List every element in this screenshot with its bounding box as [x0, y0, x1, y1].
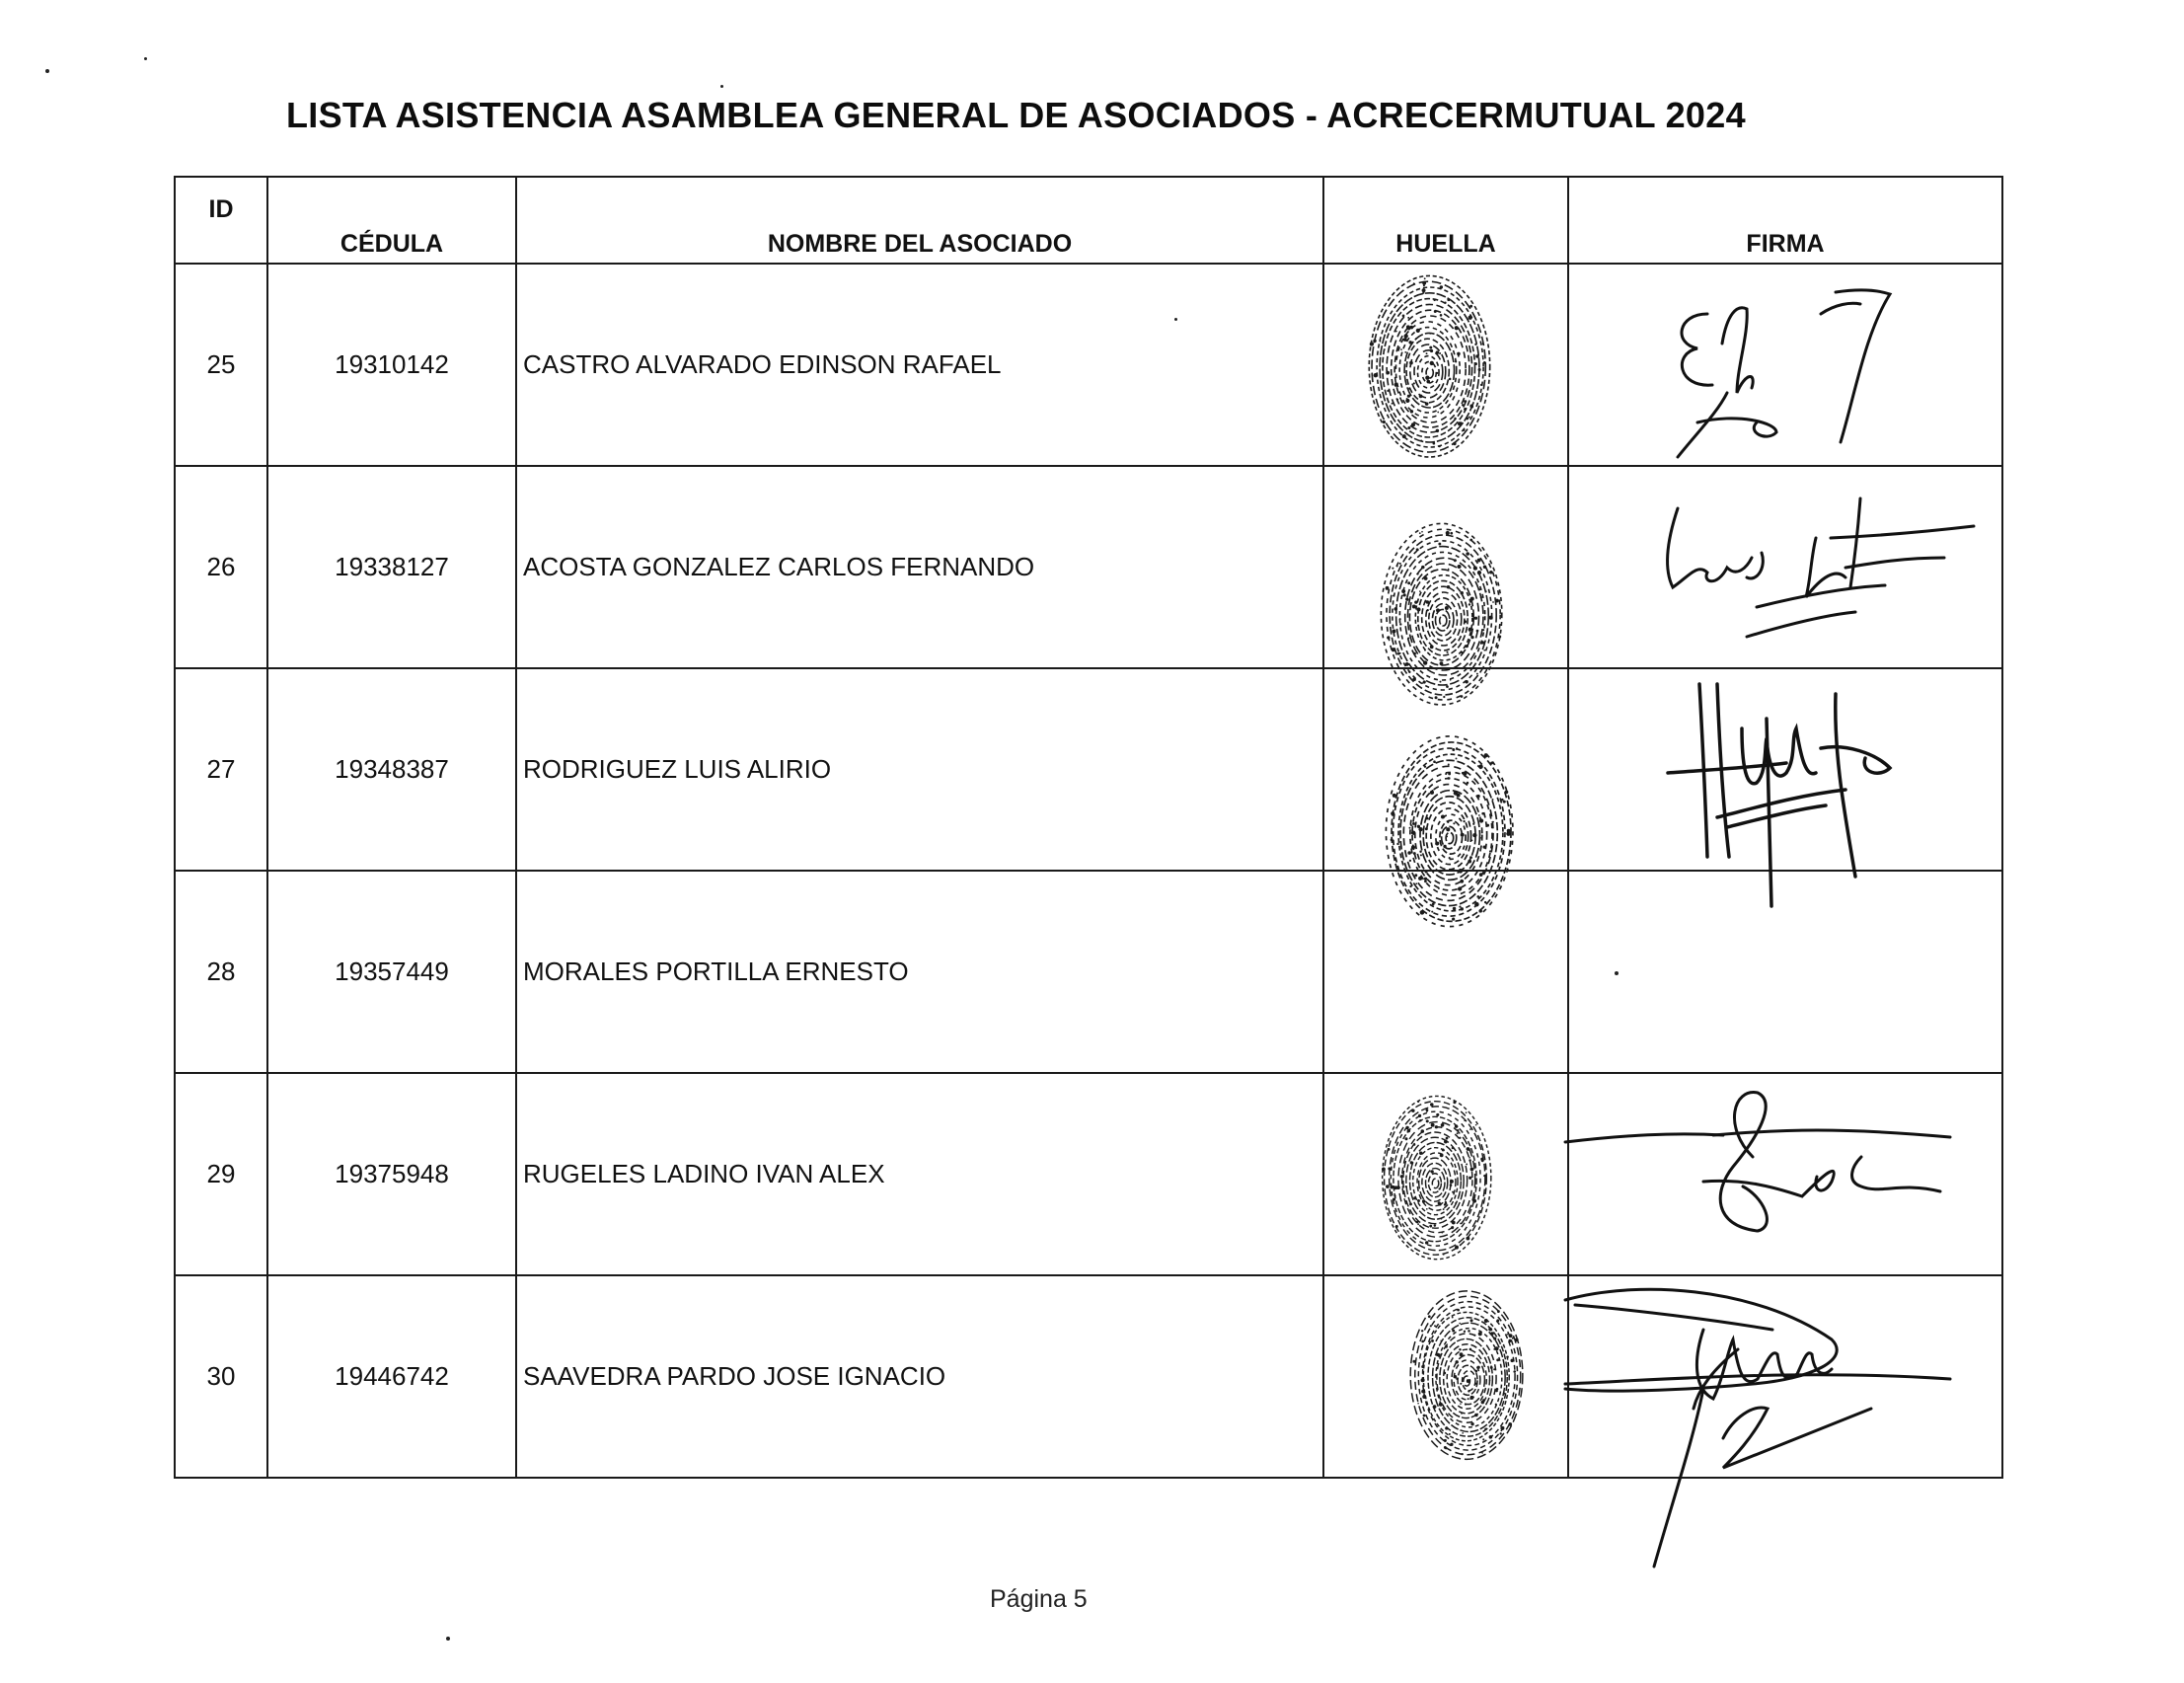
signature-cell	[1568, 668, 2002, 871]
table-row	[175, 1275, 2002, 1478]
row-nombre: CASTRO ALVARADO EDINSON RAFAEL	[516, 264, 1323, 466]
fingerprint-cell	[1323, 1275, 1568, 1478]
signature-cell	[1568, 264, 2002, 466]
fingerprint-cell	[1323, 264, 1568, 466]
signature-cell	[1568, 871, 2002, 1073]
row-nombre: RUGELES LADINO IVAN ALEX	[516, 1073, 1323, 1275]
header-id: ID	[175, 177, 267, 264]
row-id: 29	[175, 1073, 267, 1275]
fingerprint-cell	[1323, 466, 1568, 668]
scan-speck	[446, 1637, 450, 1641]
row-nombre: RODRIGUEZ LUIS ALIRIO	[516, 668, 1323, 871]
row-id: 27	[175, 668, 267, 871]
attendance-table	[174, 176, 2003, 1479]
fingerprint-mark	[1403, 1280, 1532, 1468]
header-firma: FIRMA	[1568, 177, 2002, 264]
row-id: 26	[175, 466, 267, 668]
page-number: Página 5	[990, 1585, 1088, 1613]
table-header-row	[175, 177, 2002, 264]
scan-speck	[144, 57, 147, 60]
fingerprint-mark	[1360, 267, 1498, 464]
table-row	[175, 466, 2002, 668]
scan-speck	[45, 69, 49, 73]
table-row	[175, 1073, 2002, 1275]
handwritten-signature	[1555, 1280, 1950, 1567]
table-row	[175, 264, 2002, 466]
row-nombre: SAAVEDRA PARDO JOSE IGNACIO	[516, 1275, 1323, 1478]
row-cedula: 19338127	[267, 466, 516, 668]
row-cedula: 19375948	[267, 1073, 516, 1275]
row-cedula: 19310142	[267, 264, 516, 466]
document-title: LISTA ASISTENCIA ASAMBLEA GENERAL DE ASOCIADOS - ACRECERMUTUAL 2024	[286, 95, 1746, 135]
header-huella: HUELLA	[1323, 177, 1568, 264]
header-cedula: CÉDULA	[267, 177, 516, 264]
scan-speck	[720, 85, 723, 88]
row-id: 28	[175, 871, 267, 1073]
table-row	[175, 668, 2002, 871]
row-id: 25	[175, 264, 267, 466]
handwritten-signature	[1638, 274, 1934, 462]
fingerprint-mark	[1372, 1088, 1500, 1265]
fingerprint-cell	[1323, 1073, 1568, 1275]
row-id: 30	[175, 1275, 267, 1478]
row-cedula: 19348387	[267, 668, 516, 871]
row-nombre: ACOSTA GONZALEZ CARLOS FERNANDO	[516, 466, 1323, 668]
fingerprint-cell	[1323, 871, 1568, 1073]
row-nombre: MORALES PORTILLA ERNESTO	[516, 871, 1323, 1073]
handwritten-signature	[1648, 479, 1984, 666]
signature-cell	[1568, 466, 2002, 668]
header-nombre: NOMBRE DEL ASOCIADO	[516, 177, 1323, 264]
handwritten-signature	[1565, 1088, 1980, 1275]
signature-cell	[1568, 1073, 2002, 1275]
row-cedula: 19357449	[267, 871, 516, 1073]
row-cedula: 19446742	[267, 1275, 516, 1478]
table-row	[175, 871, 2002, 1073]
fingerprint-cell	[1323, 668, 1568, 871]
signature-cell	[1568, 1275, 2002, 1478]
